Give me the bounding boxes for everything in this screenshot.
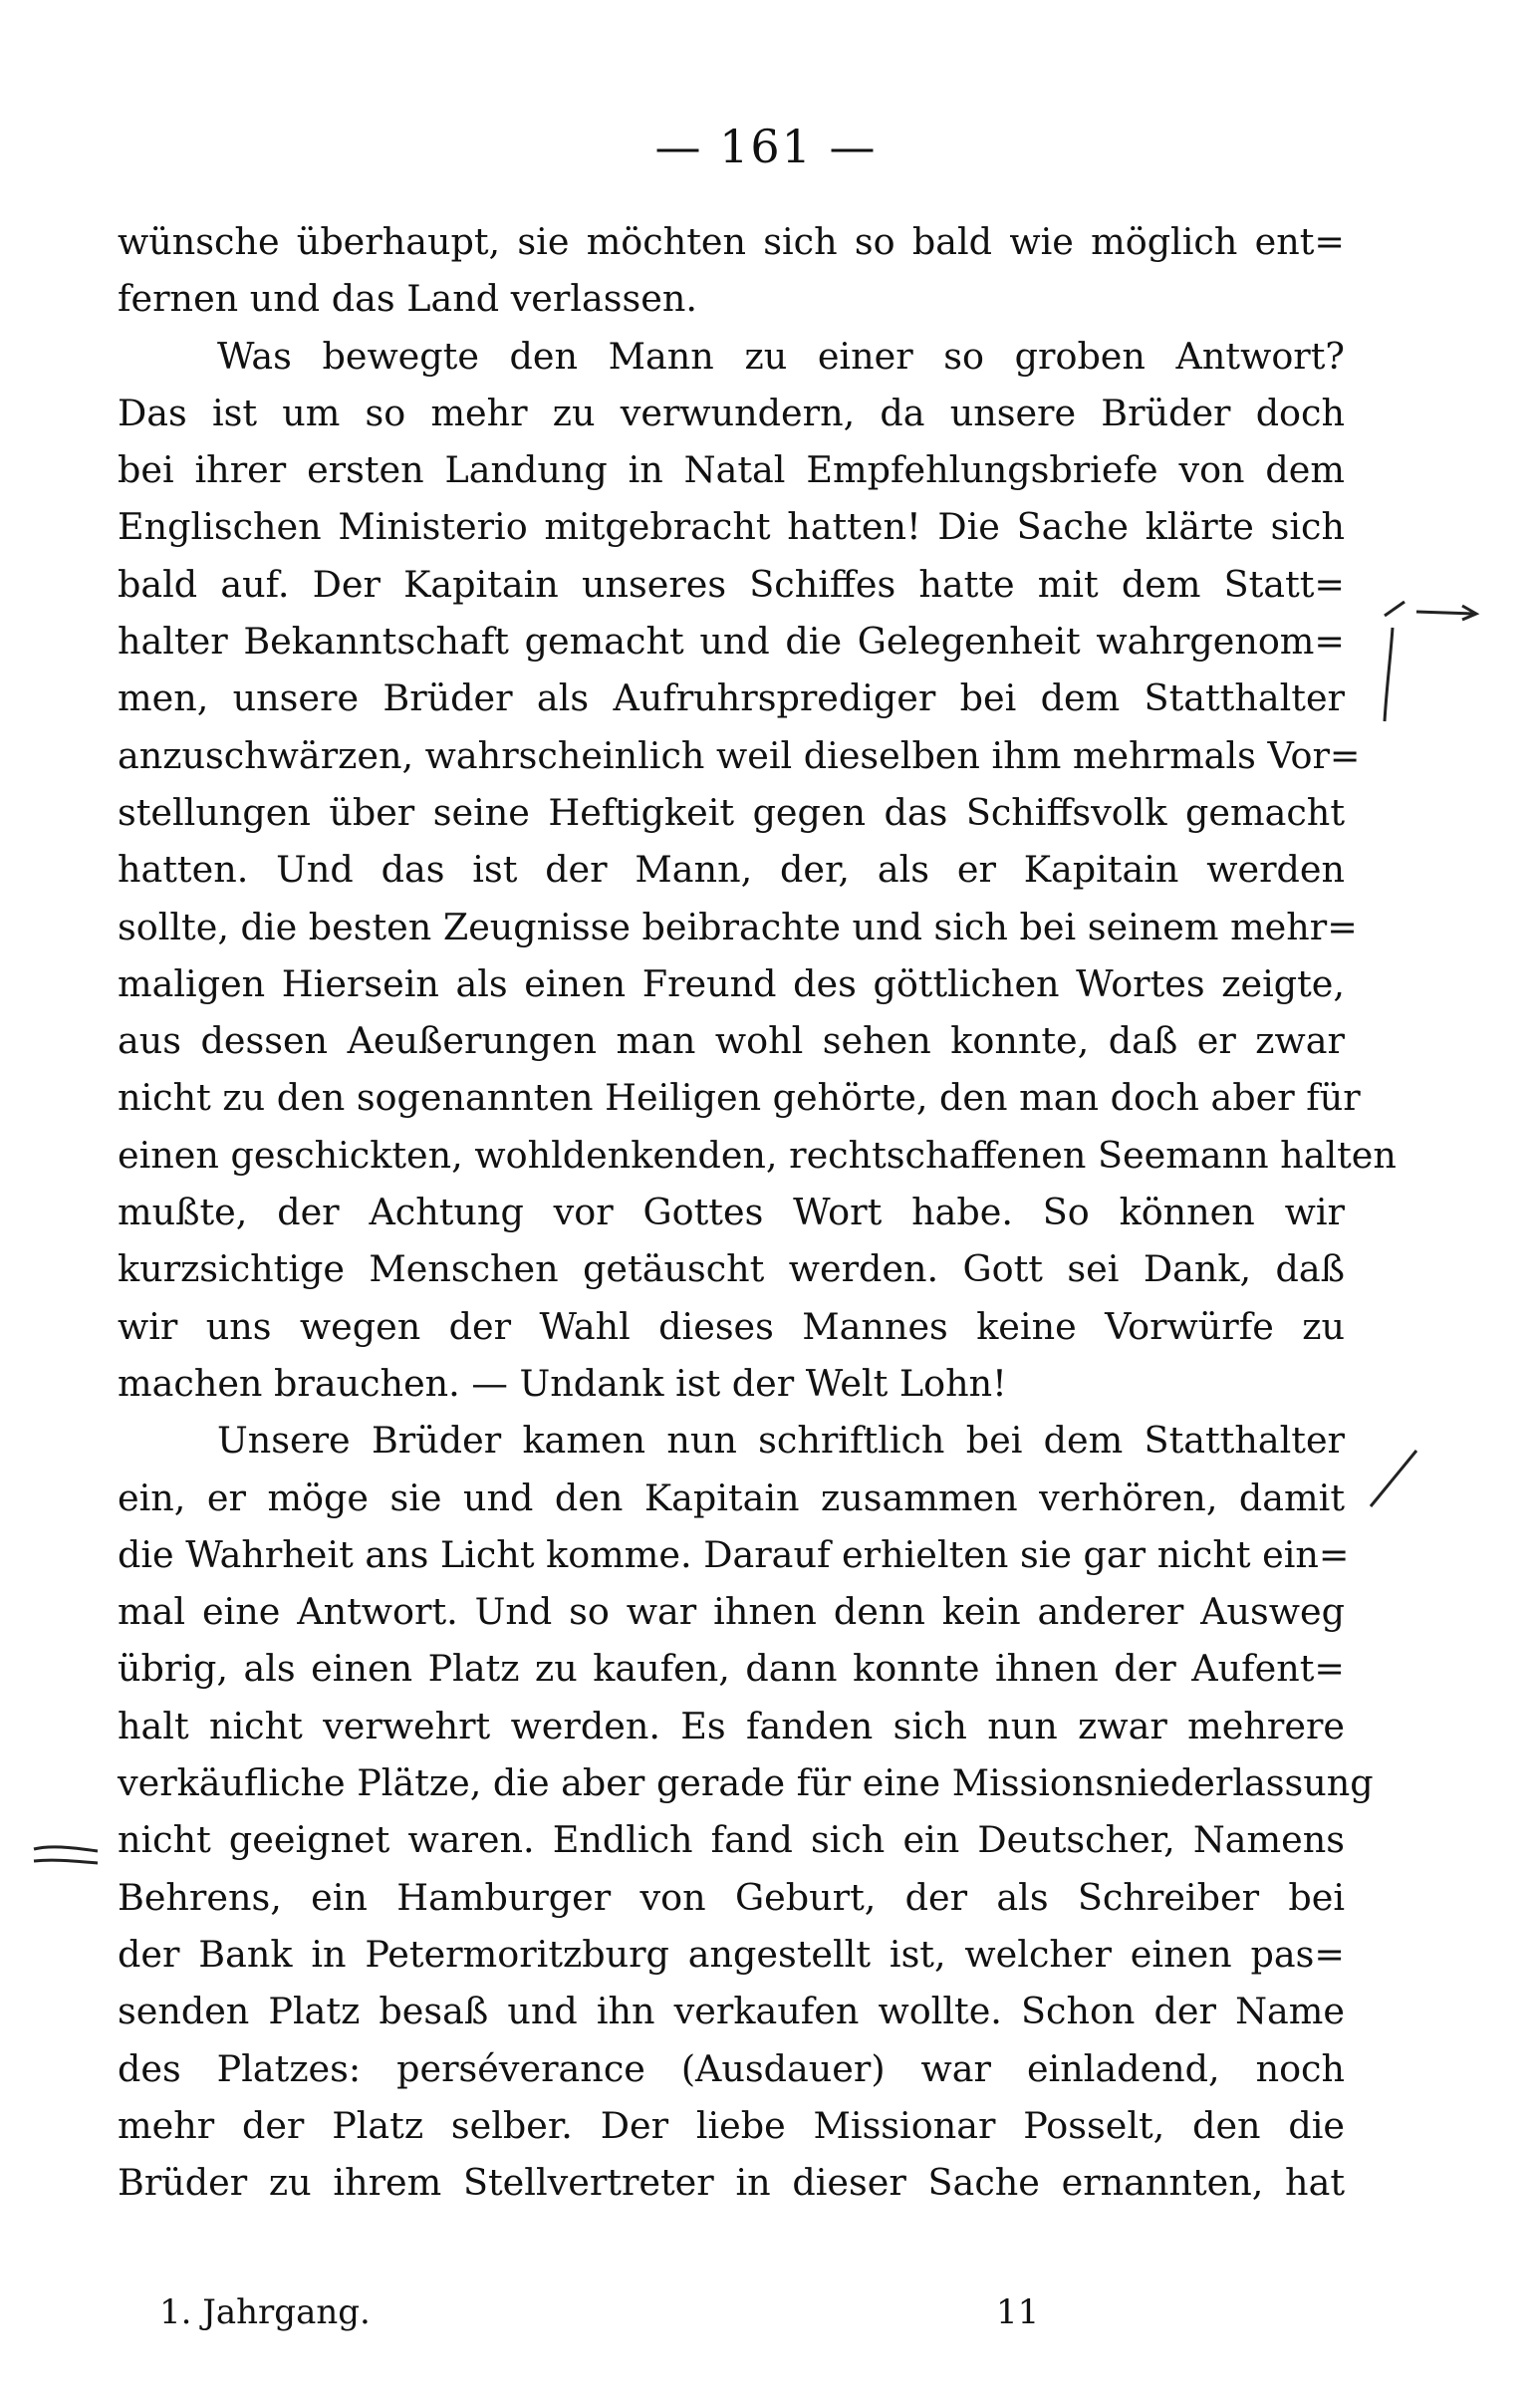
text-line: bald auf. Der Kapitain unseres Schiffes hatte mit dem Statt= — [118, 562, 1345, 606]
text-line: Brüder zu ihrem Stellvertreter in dieser Sache ernannten, hat — [118, 2161, 1345, 2205]
text-line: hatten. Und das ist der Mann, der, als er Kapitain werden — [118, 848, 1345, 892]
text-line: kurzsichtige Menschen getäuscht werden. Gott sei Dank, daß — [118, 1247, 1345, 1291]
text-line: Englischen Ministerio mitgebracht hatten! Die Sache klärte sich — [118, 505, 1345, 549]
text-line: mußte, der Achtung vor Gottes Wort habe. So können wir — [118, 1191, 1345, 1234]
text-line: halter Bekanntschaft gemacht und die Gelegenheit wahrgenom= — [118, 620, 1345, 664]
margin-arrow-mark — [1375, 598, 1494, 727]
text-line: der Bank in Petermoritzburg angestellt ist, welcher einen pas= — [118, 1932, 1345, 1976]
text-line: sollte, die besten Zeugnisse beibrachte und sich bei seinem mehr= — [118, 905, 1358, 948]
text-line: verkäufliche Plätze, die aber gerade für eine Missionsniederlassung — [118, 1761, 1374, 1805]
text-line: nicht zu den sogenannten Heiligen gehörte, den man doch aber für — [118, 1076, 1361, 1120]
text-line: wir uns wegen der Wahl dieses Mannes keine Vorwürfe zu — [118, 1304, 1345, 1348]
text-line: nicht geeignet waren. Endlich fand sich ein Deutscher, Namens — [118, 1818, 1345, 1862]
body-text — [118, 213, 1397, 2211]
text-line: Behrens, ein Hamburger von Geburt, der als Schreiber bei — [118, 1875, 1345, 1919]
text-line: men, unsere Brüder als Aufruhrsprediger bei dem Statthalter — [118, 676, 1345, 720]
text-line: halt nicht verwehrt werden. Es fanden sich nun zwar mehrere — [118, 1704, 1345, 1747]
text-line: wünsche überhaupt, sie möchten sich so bald wie möglich ent= — [118, 220, 1345, 263]
text-line: mehr der Platz selber. Der liebe Missionar Posselt, den die — [118, 2103, 1345, 2147]
text-line: stellungen über seine Heftigkeit gegen das Schiffsvolk gemacht — [118, 790, 1345, 834]
text-line: des Platzes: perséverance (Ausdauer) war einladend, noch — [118, 2046, 1345, 2090]
page-number: — 161 — — [654, 120, 878, 173]
text-line: fernen und das Land verlassen. — [118, 277, 697, 321]
text-line: bei ihrer ersten Landung in Natal Empfehlungsbriefe von dem — [118, 448, 1345, 492]
text-line: Was bewegte den Mann zu einer so groben Antwort? — [217, 334, 1345, 378]
text-line: übrig, als einen Platz zu kaufen, dann konnte ihnen der Aufent= — [118, 1647, 1345, 1691]
text-line: einen geschickten, wohldenkenden, rechtschaffenen Seemann halten — [118, 1133, 1397, 1177]
text-line: aus dessen Aeußerungen man wohl sehen konnte, daß er zwar — [118, 1019, 1345, 1063]
text-line: machen brauchen. — Undank ist der Welt Lohn! — [118, 1361, 1007, 1405]
footer-signature: 1. Jahrgang. — [159, 2292, 371, 2332]
footer-sheet-number: 11 — [996, 2292, 1040, 2332]
text-line: anzuschwärzen, wahrscheinlich weil dieselben ihm mehrmals Vor= — [118, 733, 1361, 777]
margin-slash-mark — [1365, 1445, 1424, 1514]
text-line: mal eine Antwort. Und so war ihnen denn kein anderer Ausweg — [118, 1590, 1345, 1634]
text-line: die Wahrheit ans Licht komme. Darauf erhielten sie gar nicht ein= — [118, 1532, 1350, 1576]
text-line: Das ist um so mehr zu verwundern, da unsere Brüder doch — [118, 391, 1345, 434]
margin-equals-mark — [30, 1841, 102, 1871]
text-line: ein, er möge sie und den Kapitain zusammen verhören, damit — [118, 1475, 1345, 1519]
text-line: Unsere Brüder kamen nun schriftlich bei dem Statthalter — [217, 1419, 1345, 1463]
text-line: maligen Hiersein als einen Freund des göttlichen Wortes zeigte, — [118, 961, 1345, 1005]
text-line: senden Platz besaß und ihn verkaufen wollte. Schon der Name — [118, 1990, 1345, 2033]
